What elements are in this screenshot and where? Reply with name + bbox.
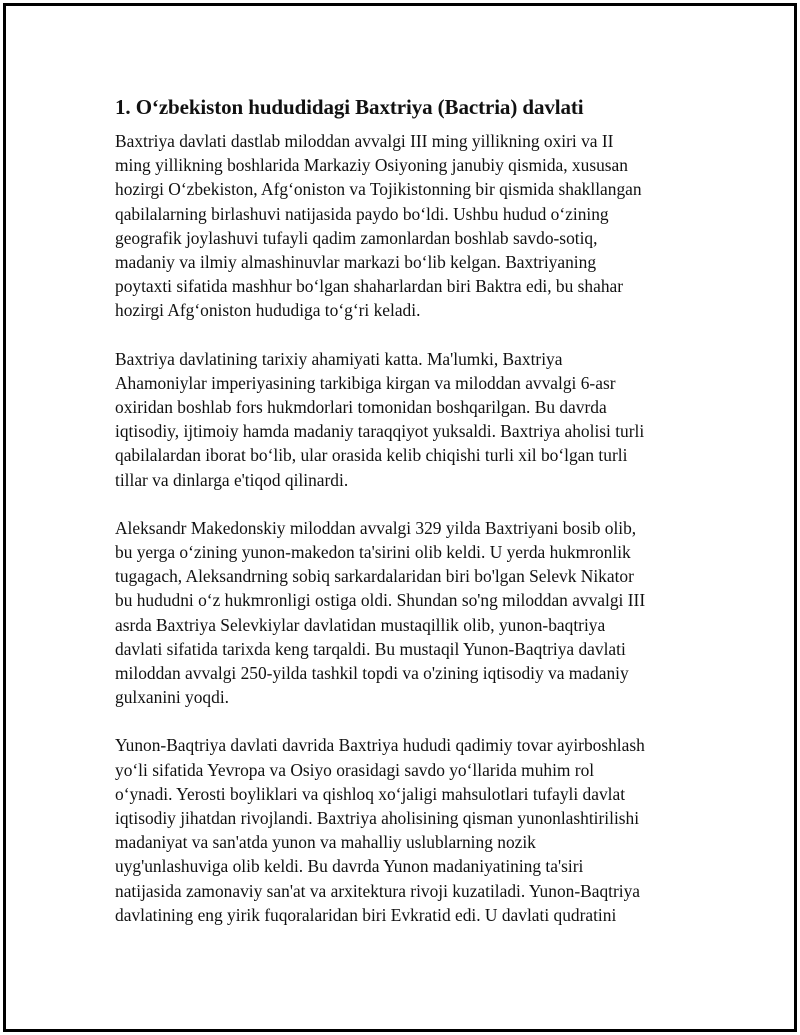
text-line: asrda Baxtriya Selevkiylar davlatidan mustaqillik olib, yunon-baqtriya <box>115 614 606 635</box>
text-line: Yunon-Baqtriya davlati davrida Baxtriya hududi qadimiy tovar ayirboshlash <box>115 735 645 756</box>
text-line: geografik joylashuvi tufayli qadim zamonlardan boshlab savdo-sotiq, <box>115 227 598 248</box>
text-line: poytaxti sifatida mashhur bo‘lgan shaharlardan biri Baktra edi, bu shahar <box>115 276 624 297</box>
text-line: davlati sifatida tarixda keng tarqaldi. Bu mustaqil Yunon-Baqtriya davlati <box>115 638 626 659</box>
paragraph-3 <box>115 516 685 710</box>
text-line: yo‘li sifatida Yevropa va Osiyo orasidagi savdo yo‘llarida muhim rol <box>115 759 595 780</box>
text-line: o‘ynadi. Yerosti boyliklari va qishloq xo‘jaligi mahsulotlari tufayli davlat <box>115 783 626 804</box>
text-line: miloddan avvalgi 250-yilda tashkil topdi va o'zining iqtisodiy va madaniy <box>115 663 629 684</box>
document-body <box>115 94 685 951</box>
text-line: bu yerga o‘zining yunon-makedon ta'sirini olib keldi. U yerda hukmronlik <box>115 542 631 563</box>
text-line: bu hududni o‘z hukmronligi ostiga oldi. Shundan so'ng miloddan avvalgi III <box>115 590 646 611</box>
text-line: tugagach, Aleksandrning sobiq sarkardalaridan biri bo'lgan Selevk Nikator <box>115 566 634 587</box>
text-line: qabilalarning birlashuvi natijasida paydo bo‘ldi. Ushbu hudud o‘zining <box>115 203 609 224</box>
text-line: madaniy va ilmiy almashinuvlar markazi bo‘lib kelgan. Baxtriyaning <box>115 252 597 273</box>
text-line: madaniyat va san'atda yunon va mahalliy uslublarning nozik <box>115 832 536 853</box>
paragraph-4 <box>115 733 685 927</box>
text-line: qabilalardan iborat bo‘lib, ular orasida kelib chiqishi turli xil bo‘lgan turli <box>115 445 628 466</box>
text-line: hozirgi Afg‘oniston hududiga to‘g‘ri keladi. <box>115 300 421 321</box>
text-line: Baxtriya davlatining tarixiy ahamiyati katta. Ma'lumki, Baxtriya <box>115 348 563 369</box>
text-line: hozirgi O‘zbekiston, Afg‘oniston va Tojikistonning bir qismida shakllangan <box>115 179 642 200</box>
text-line: gulxanini yoqdi. <box>115 687 229 708</box>
text-line: uyg'unlashuviga olib keldi. Bu davrda Yunon madaniyatining ta'siri <box>115 856 584 877</box>
text-line: Baxtriya davlati dastlab miloddan avvalgi III ming yillikning oxiri va II <box>115 131 614 151</box>
text-line: Aleksandr Makedonskiy miloddan avvalgi 329 yilda Baxtriyani bosib olib, <box>115 517 637 538</box>
text-line: natijasida zamonaviy san'at va arxitektura rivoji kuzatiladi. Yunon-Baqtriya <box>115 880 641 901</box>
text-line: davlatining eng yirik fuqoralaridan biri Evkratid edi. U davlati qudratini <box>115 904 617 925</box>
paragraph-1 <box>115 129 685 323</box>
text-line: Ahamoniylar imperiyasining tarkibiga kirgan va miloddan avvalgi 6-asr <box>115 372 616 393</box>
paragraph-2 <box>115 347 685 492</box>
text-line: oxiridan boshlab fors hukmdorlari tomonidan boshqarilgan. Bu davrda <box>115 397 607 418</box>
text-line: iqtisodiy jihatdan rivojlandi. Baxtriya aholisining qisman yunonlashtirilishi <box>115 808 640 829</box>
section-heading: 1. O‘zbekiston hududidagi Baxtriya (Bactria) davlati <box>115 95 584 119</box>
text-line: tillar va dinlarga e'tiqod qilinardi. <box>115 469 349 490</box>
text-line: iqtisodiy, ijtimoiy hamda madaniy taraqqiyot yuksaldi. Baxtriya aholisi turli <box>115 421 645 442</box>
text-line: ming yillikning boshlarida Markaziy Osiyoning janubiy qismida, xususan <box>115 155 628 176</box>
